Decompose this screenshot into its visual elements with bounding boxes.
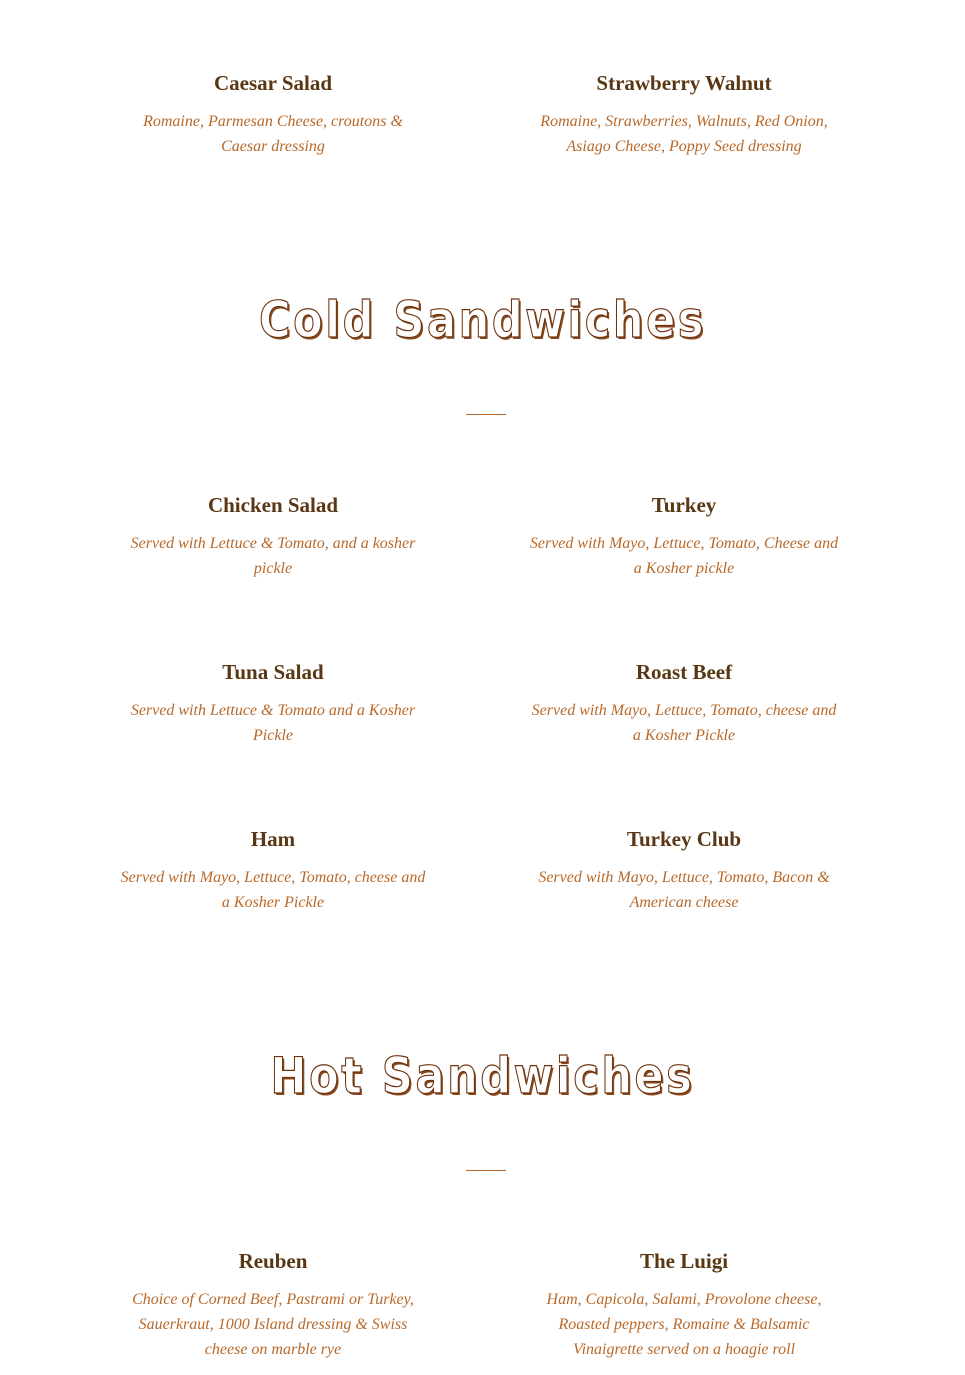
- item-description: Served with Mayo, Lettuce, Tomato, Cheese and a Kosher pickle: [529, 535, 839, 577]
- item-name: Strawberry Walnut: [596, 71, 772, 95]
- menu-item-turkey-club: [528, 827, 840, 915]
- item-description: Served with Mayo, Lettuce, Tomato, Bacon & American cheese: [538, 869, 830, 911]
- item-description: Served with Mayo, Lettuce, Tomato, cheese and a Kosher Pickle: [531, 702, 837, 744]
- item-name: Turkey: [651, 493, 717, 517]
- item-description: Served with Lettuce & Tomato, and a kosher pickle: [130, 535, 416, 577]
- item-description: Romaine, Strawberries, Walnuts, Red Onion, Asiago Cheese, Poppy Seed dressing: [540, 113, 828, 155]
- menu-item-chicken-salad: [118, 493, 428, 581]
- item-description: Served with Lettuce & Tomato and a Kosher Pickle: [130, 702, 416, 744]
- item-name: Tuna Salad: [222, 660, 324, 684]
- item-description: Ham, Capicola, Salami, Provolone cheese, Roasted peppers, Romaine & Balsamic Vinaigrette served on a hoagie roll: [546, 1291, 822, 1358]
- item-name: Ham: [250, 827, 296, 851]
- section-title-hot-sandwiches: Hot Sandwiches: [270, 1047, 695, 1105]
- section-divider: [466, 1170, 506, 1171]
- item-description: Choice of Corned Beef, Pastrami or Turkey, Sauerkraut, 1000 Island dressing & Swiss cheese on marble rye: [132, 1291, 414, 1358]
- section-title-cold-sandwiches: Cold Sandwiches: [258, 291, 706, 349]
- item-name: The Luigi: [639, 1249, 729, 1273]
- menu-item-caesar-salad: [118, 71, 428, 159]
- item-name: Turkey Club: [626, 827, 742, 851]
- item-description: Romaine, Parmesan Cheese, croutons & Caesar dressing: [143, 113, 403, 155]
- menu-item-turkey: [528, 493, 840, 581]
- section-divider: [466, 414, 506, 415]
- menu-item-strawberry-walnut: [528, 71, 840, 159]
- menu-item-tuna-salad: [118, 660, 428, 748]
- menu-item-the-luigi: [528, 1249, 840, 1362]
- menu-item-reuben: [118, 1249, 428, 1362]
- item-description: Served with Mayo, Lettuce, Tomato, cheese and a Kosher Pickle: [120, 869, 426, 911]
- menu-item-roast-beef: [528, 660, 840, 748]
- item-name: Reuben: [238, 1249, 308, 1273]
- item-name: Roast Beef: [635, 660, 733, 684]
- menu-item-ham: [118, 827, 428, 915]
- item-name: Chicken Salad: [207, 493, 339, 517]
- item-name: Caesar Salad: [213, 71, 333, 95]
